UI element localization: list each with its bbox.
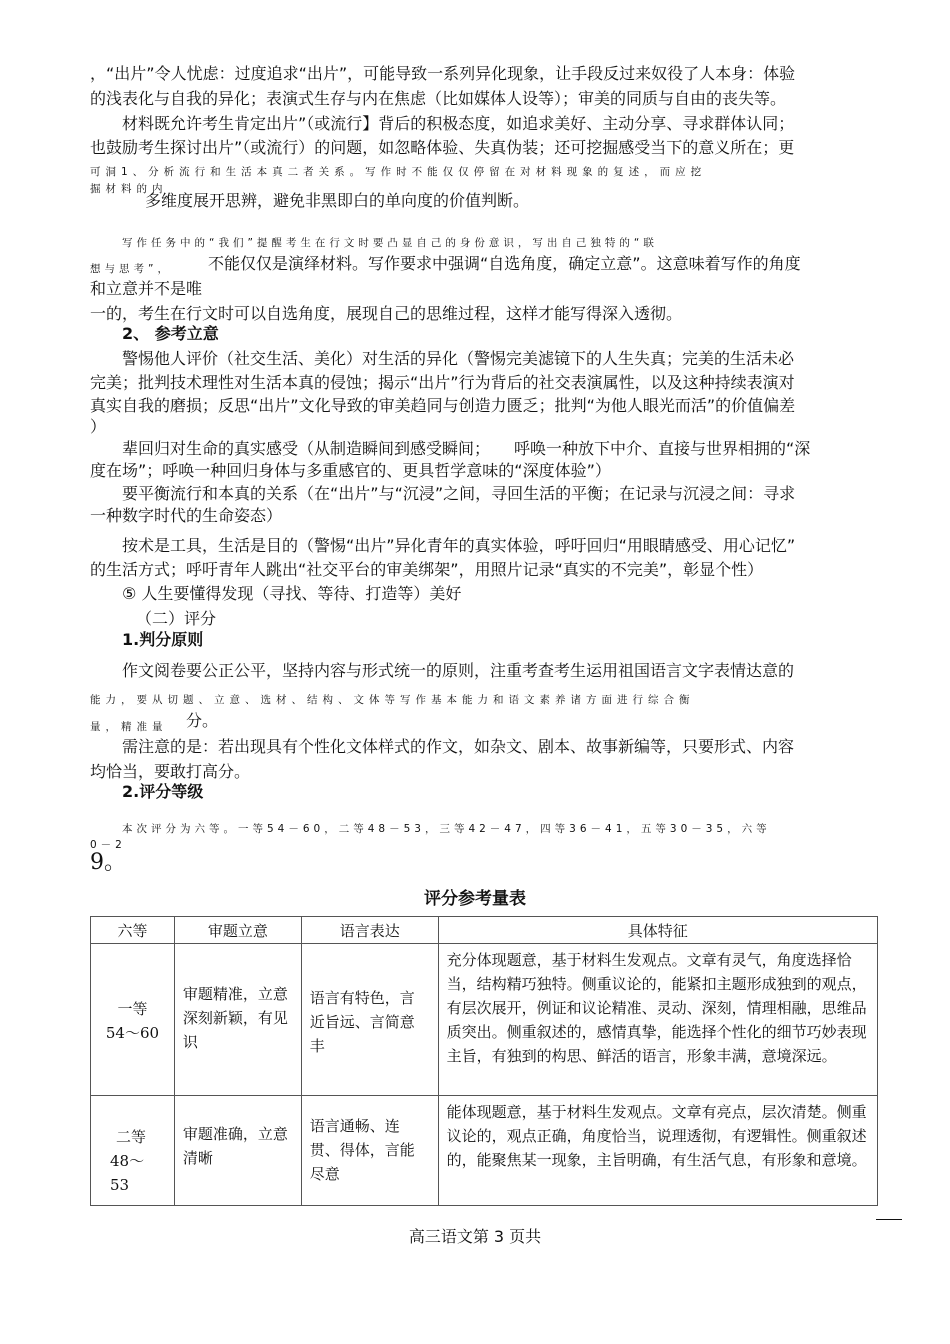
section-heading: 1.判分原则 bbox=[122, 630, 204, 649]
text-line: 多维度展开思辨，避免非黑即白的单向度的价值判断。 bbox=[145, 191, 530, 210]
features-text: 充分体现题意，基于材料生发观点。文章有灵气，角度选择恰当，结构精巧独特。侧重议论的，能紧扣主题形成独到的观点，有层次展开，例证和议论精准、灵动、深刻，情理相融，思维品质突出。侧重叙述的，感情真挚，能选择个性化的细节巧妙表现主旨，有独到的构思、鲜活的语言，形象丰满，意境深远。 bbox=[446, 951, 867, 1065]
text-line: ） bbox=[90, 417, 107, 436]
text-line: 不能仅仅是演绎材料。写作要求中强调“自选角度，确定立意”。这意味着写作的角度 bbox=[208, 254, 801, 273]
text-line: 9。 bbox=[90, 850, 126, 875]
header-theme: 审题立意 bbox=[174, 917, 301, 944]
language-text: 语言有特色，言近旨远、言简意丰 bbox=[309, 989, 415, 1055]
header-grade: 六等 bbox=[91, 917, 175, 944]
table-title: 评分参考量表 bbox=[424, 889, 526, 909]
table-row bbox=[91, 944, 878, 1096]
text-line: 材料既允许考生肯定出片”（或流行】背后的积极态度，如追求美好、主动分享、寻求群体认同； bbox=[122, 114, 795, 133]
grade-cell bbox=[91, 944, 175, 1096]
text-line: 辈回归对生命的真实感受（从制造瞬间到感受瞬间； 呼唤一种放下中介、直接与世界相拥的“深 bbox=[122, 439, 811, 458]
grade-range: 53 bbox=[110, 1176, 130, 1194]
score-table bbox=[90, 916, 878, 1206]
text-line: 要平衡流行和本真的关系（在“出片”与“沉浸”之间，寻回生活的平衡；在记录与沉浸之间：寻求 bbox=[122, 484, 796, 503]
text-line: 警惕他人评价（社交生活、美化）对生活的异化（警惕完美滤镜下的人生失真；完美的生活未必 bbox=[122, 349, 795, 368]
language-cell bbox=[301, 944, 438, 1096]
header-features: 具体特征 bbox=[438, 917, 877, 944]
footer-rule bbox=[876, 1219, 902, 1220]
grade-range: 54～60 bbox=[105, 1024, 160, 1042]
grade-name: 一等 bbox=[117, 1000, 148, 1018]
features-cell bbox=[438, 1096, 877, 1206]
table-row bbox=[91, 1096, 878, 1206]
text-line: 的生活方式；呼吁青年人跳出“社交平台的审美绑架”，用照片记录“真实的不完美”，彰显个性） bbox=[90, 560, 764, 579]
theme-cell bbox=[174, 1096, 301, 1206]
grade-name: 二等 bbox=[116, 1128, 147, 1146]
grade-range: 48～ bbox=[110, 1152, 145, 1170]
text-line: 掘材料的内 bbox=[90, 183, 168, 195]
section-heading: 2、 参考立意 bbox=[122, 324, 219, 343]
text-line: 可洞1、分析流行和生活本真二者关系。写作时不能仅仅停留在对材料现象的复述，而应挖 bbox=[90, 166, 707, 178]
text-line: 写作任务中的“我们”提醒考生在行文时要凸显自己的身份意识，写出自己独特的“联 bbox=[122, 237, 658, 249]
text-line: 量，精准量 bbox=[90, 721, 168, 733]
text-line: 的浅表化与自我的异化；表演式生存与内在焦虑（比如媒体人设等）；审美的同质与自由的丧失等。 bbox=[90, 89, 787, 108]
text-line: 需注意的是：若出现具有个性化文体样式的作文，如杂文、剧本、故事新编等，只要形式、内容 bbox=[122, 737, 795, 756]
text-line: 度在场”；呼唤一种回归身体与多重感官的、更具哲学意味的“深度体验”） bbox=[90, 461, 611, 480]
text-line: 一种数字时代的生命姿态） bbox=[90, 506, 283, 525]
text-line: 也鼓励考生探讨出片”（或流行）的问题，如忽略体验、失真伪装；还可挖掘感受当下的意义所在；更 bbox=[90, 138, 795, 157]
theme-cell bbox=[174, 944, 301, 1096]
text-line: 和立意并不是唯 bbox=[90, 279, 203, 298]
grade-cell bbox=[91, 1096, 175, 1206]
header-language: 语言表达 bbox=[301, 917, 438, 944]
text-line: ，“出片”令人忧虑：过度追求“出片”，可能导致一系列异化现象，让手段反过来奴役了人本身：体验 bbox=[90, 64, 796, 83]
language-cell bbox=[301, 1096, 438, 1206]
language-text: 语言通畅、连贯、得体，言能尽意 bbox=[309, 1117, 415, 1183]
section-heading: （二）评分 bbox=[136, 609, 217, 628]
theme-text: 审题精准，立意深刻新颖，有见识 bbox=[182, 985, 288, 1051]
theme-text: 审题准确，立意清晰 bbox=[182, 1125, 288, 1167]
text-line: 作文阅卷要公正公平，坚持内容与形式统一的原则，注重考查考生运用祖国语言文字表情达意的 bbox=[122, 661, 795, 680]
text-line: 0－2 bbox=[90, 839, 126, 851]
text-line: 完美；批判技术理性对生活本真的侵蚀；揭示“出片”行为背后的社交表演属性，以及这种持续表演对 bbox=[90, 373, 795, 392]
text-line: 一的，考生在行文时可以自选角度，展现自己的思维过程，这样才能写得深入透彻。 bbox=[90, 304, 683, 323]
section-heading: 2.评分等级 bbox=[122, 782, 204, 801]
text-line: 分。 bbox=[186, 711, 219, 730]
text-line: 真实自我的磨损；反思“出片”文化导致的审美趋同与创造力匮乏；批判“为他人眼光而活”的价值偏差 bbox=[90, 396, 796, 415]
text-line: 按术是工具，生活是目的（警惕“出片”异化青年的真实体验，呼吁回归“用眼睛感受、用心记忆” bbox=[122, 536, 796, 555]
features-cell bbox=[438, 944, 877, 1096]
text-line: 均恰当，要敢打高分。 bbox=[90, 762, 251, 781]
text-line: ⑤ 人生要懂得发现（寻找、等待、打造等）美好 bbox=[122, 584, 462, 603]
features-text: 能体现题意，基于材料生发观点。文章有亮点，层次清楚。侧重议论的，观点正确，角度恰当，说理透彻，有逻辑性。侧重叙述的，能聚焦某一现象，主旨明确，有生活气息，有形象和意境。 bbox=[446, 1103, 867, 1169]
table-header-row bbox=[91, 917, 878, 944]
text-line: 能力，要从切题、立意、选材、结构、文体等写作基本能力和语文素养诸方面进行综合衡 bbox=[90, 694, 695, 706]
text-line: 想与思考”， bbox=[90, 263, 172, 275]
page-footer: 高三语文第 3 页共 bbox=[408, 1227, 542, 1246]
text-line: 本次评分为六等。一等54－60，二等48－53，三等42－47，四等36－41，五等30－35，六等 bbox=[122, 823, 771, 835]
